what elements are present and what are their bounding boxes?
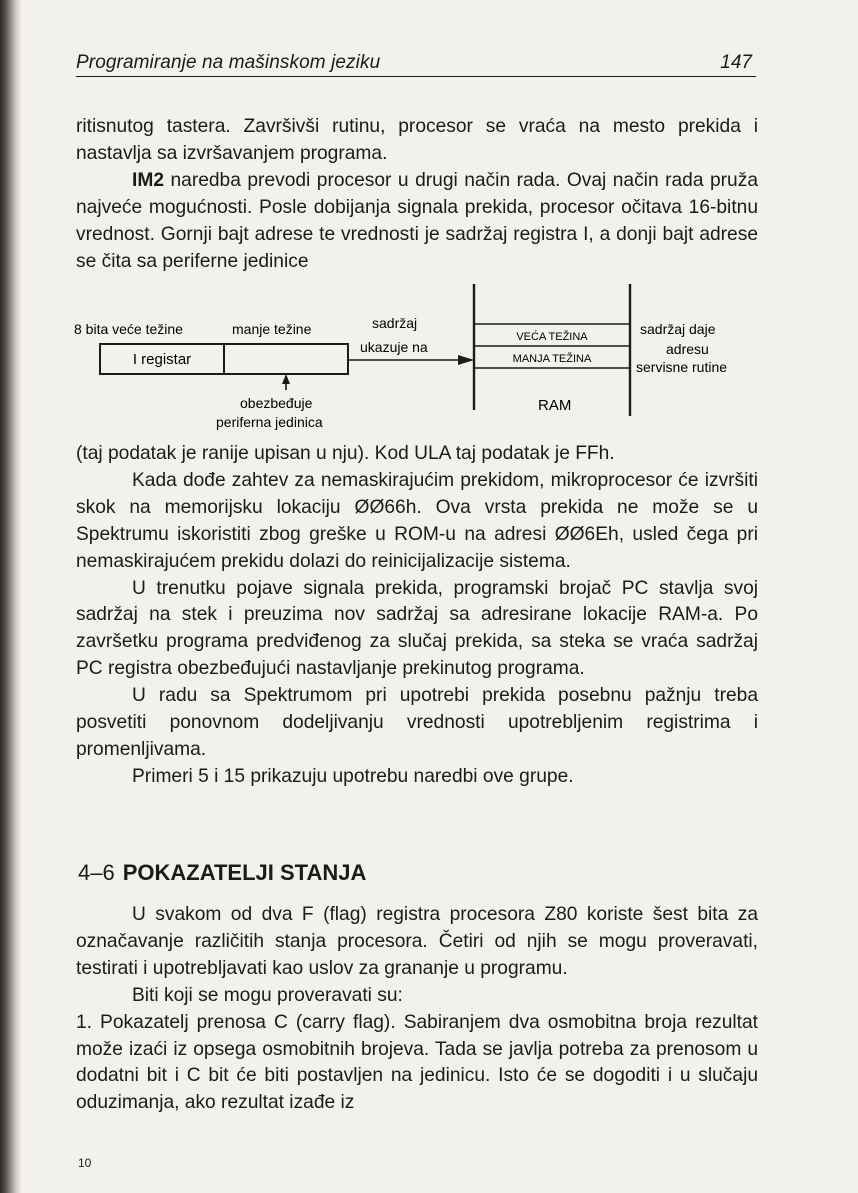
text-block-bottom	[76, 902, 758, 1117]
paragraph	[76, 168, 758, 276]
paragraph: U svakom od dva F (flag) registra procesora Z80 koriste šest bita za označavanje različitih stanja procesora. Četiri od njih se mogu proveravati, testirati i upotrebljavati kao uslov za grananje u programu.	[76, 904, 758, 979]
paragraph: Primeri 5 i 15 prikazuju upotrebu naredbi ove grupe.	[132, 765, 574, 787]
side-label-1: sadržaj daje	[640, 321, 716, 337]
section-number: 4–6	[78, 860, 115, 885]
text-block-middle	[76, 441, 758, 791]
ram-high-byte-label: VEĆA TEŽINA	[516, 331, 588, 343]
ram-label: RAM	[538, 397, 572, 414]
paragraph-text: naredba prevodi procesor u drugi način rada. Ovaj način rada pruža najveće mogućnosti. Posle dobijanja signala prekida, procesor očitava 16-bitnu vrednost. Gornji bajt adrese te vrednosti je sadržaj registra I, a donji bajt adrese se čita sa periferne jedinice	[76, 169, 758, 272]
paragraph: Biti koji se mogu proveravati su:	[132, 984, 403, 1006]
page-number: 147	[720, 52, 752, 73]
text-block-top	[76, 114, 758, 275]
paragraph: ritisnutog tastera. Završivši rutinu, procesor se vraća na mesto prekida i nastavlja sa izvršavanjem programa.	[76, 116, 758, 164]
page-binding-shadow	[0, 0, 22, 1193]
peripheral-label-1: obezbeđuje	[240, 395, 313, 411]
side-label-2: adresu	[666, 341, 709, 357]
peripheral-label-2: periferna jedinica	[216, 414, 323, 430]
register-label: I registar	[132, 351, 192, 368]
paragraph: 1. Pokazatelj prenosa C (carry flag). Sabiranjem dva osmobitna broja rezultat može izaći iz opsega osmobitnih brojeva. Tada se javlja potreba za prenosom u dodatni bit i C bit će biti postavljen na jedinicu. Isto će se dogoditi i u slučaju oduzimanja, ako rezultat izađe iz	[76, 1011, 758, 1114]
arrow-label-content: sadržaj	[372, 315, 418, 331]
side-label-3: servisne rutine	[636, 359, 728, 375]
register-low-box	[224, 344, 348, 374]
header-title: Programiranje na mašinskom jeziku	[76, 52, 381, 73]
paragraph: U trenutku pojave signala prekida, programski brojač PC stavlja svoj sadržaj na stek i preuzima nov sadržaj sa adresirane lokacije RAM-a. Po završetku programa predviđenog za slučaj prekida, sa steka se vraća sadržaj PC registra obezbeđujući nastavljanje prekinutog programa.	[76, 577, 758, 680]
section-heading	[78, 860, 366, 886]
ram-low-byte-label: MANJA TEŽINA	[512, 353, 592, 365]
interrupt-diagram	[60, 282, 780, 442]
arrow-label-points-to: ukazuje na	[360, 339, 428, 355]
label-high-byte: 8 bita veće težine	[74, 321, 183, 337]
bold-term: IM2	[132, 169, 164, 191]
paragraph: (taj podatak je ranije upisan u nju). Kod ULA taj podatak je FFh.	[76, 443, 615, 464]
peripheral-arrow-head	[282, 374, 290, 384]
running-header	[76, 48, 756, 77]
label-low-byte: manje težine	[232, 321, 312, 337]
paragraph: U radu sa Spektrumom pri upotrebi prekida posebnu pažnju treba posvetiti ponovnom dodeljivanju vrednosti upotrebljenim registrima i promenljivama.	[76, 685, 758, 760]
paragraph: Kada dođe zahtev za nemaskirajućim prekidom, mikroprocesor će izvršiti skok na memorijsku lokaciju ØØ66h. Ova vrsta prekida ne može se u Spektrumu iskoristiti zbog greške u ROM-u na adresi ØØ6Eh, usled čega pri nemaskirajućem prekidu dolazi do reinicijalizacije sistema.	[76, 469, 758, 572]
pointer-arrow-head	[458, 355, 474, 365]
signature-number: 10	[78, 1156, 92, 1170]
section-title: POKAZATELJI STANJA	[122, 860, 367, 885]
